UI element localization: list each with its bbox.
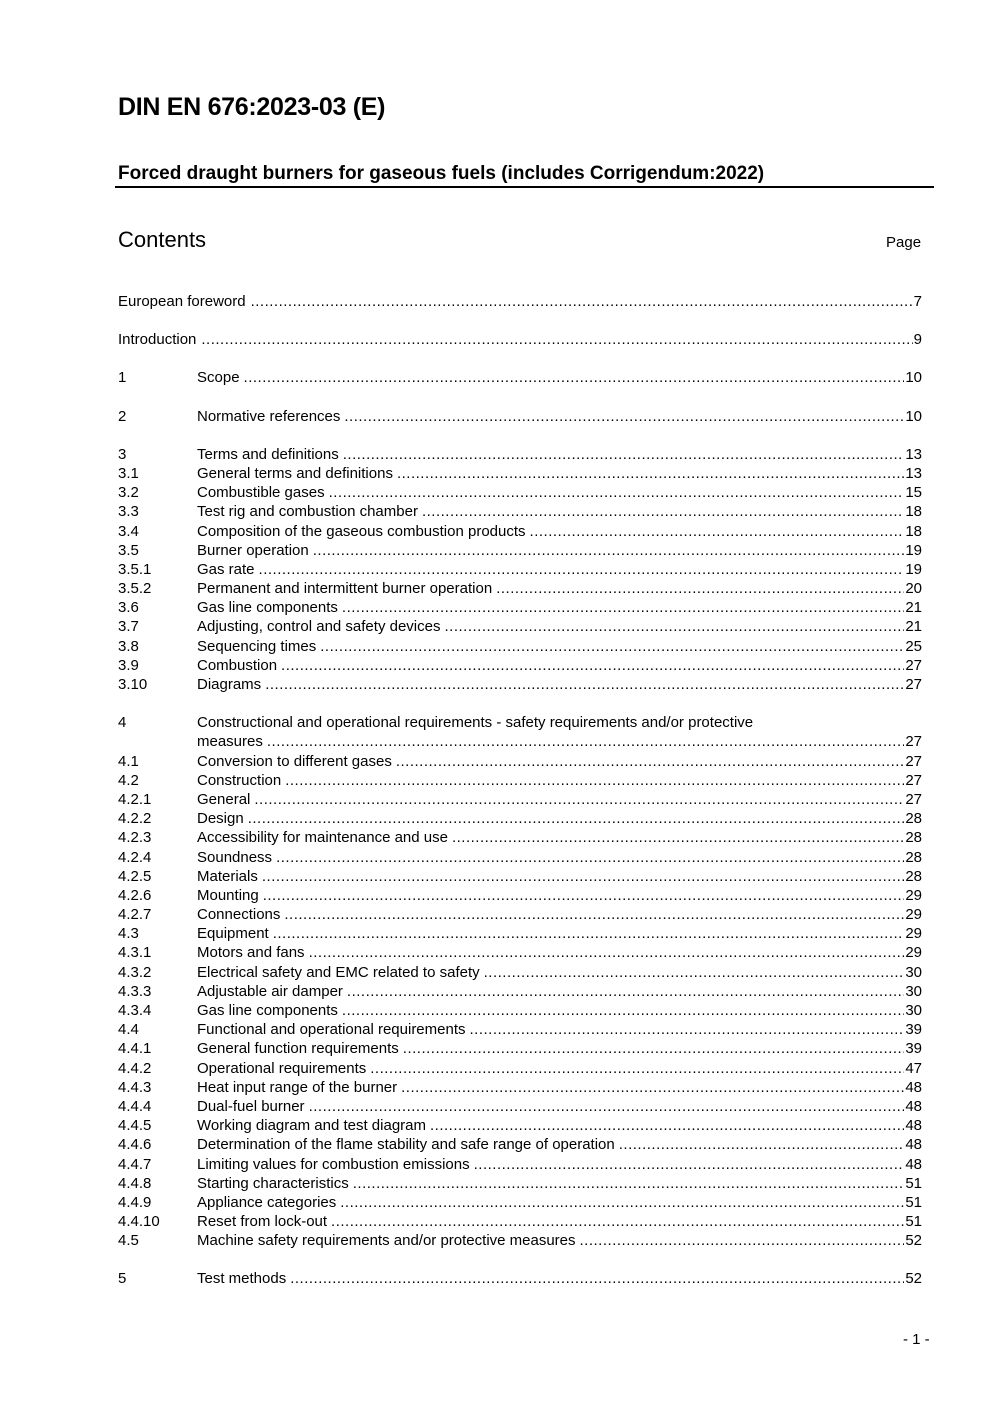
toc-leader [259, 560, 905, 579]
toc-entry-title: Adjusting, control and safety devices [197, 618, 441, 636]
toc-entry-title-continuation: measures [197, 733, 263, 751]
toc-entry-number: 4.4.7 [118, 1155, 152, 1173]
toc-entry[interactable] [118, 560, 922, 579]
toc-entry-number: 4.2.6 [118, 886, 152, 904]
toc-entry[interactable] [118, 982, 922, 1001]
toc-entry-title: Conversion to different gases [197, 752, 392, 770]
toc-entry[interactable] [118, 330, 922, 349]
toc-entry-number: 3.10 [118, 676, 148, 693]
toc-entry-page: 13 [905, 464, 922, 482]
toc-entry-number: 4.2.4 [118, 848, 152, 866]
toc-entry-page: 30 [905, 982, 922, 1000]
toc-entry-number: 3.5.1 [118, 560, 152, 578]
toc-leader [285, 771, 904, 790]
toc-entry[interactable] [118, 1020, 922, 1039]
toc-entry-number: 3.4 [118, 522, 139, 540]
toc-leader [273, 924, 905, 943]
toc-leader [284, 905, 904, 924]
toc-leader [343, 445, 905, 464]
toc-entry[interactable] [118, 790, 922, 809]
toc-entry-number: 3.6 [118, 599, 139, 617]
toc-leader [430, 1116, 904, 1135]
toc-entry-page: 21 [905, 618, 922, 636]
toc-entry[interactable] [118, 943, 922, 962]
toc-entry[interactable] [118, 656, 922, 675]
toc-entry-title: Design [197, 810, 244, 828]
toc-entry-number: 3.5.2 [118, 580, 152, 598]
toc-entry-title: Determination of the flame stability and safe range of operation [197, 1136, 615, 1154]
toc-leader [370, 1059, 904, 1078]
toc-entry-page: 25 [905, 637, 922, 655]
toc-entry-page: 39 [905, 1021, 922, 1039]
toc-entry[interactable] [118, 483, 922, 502]
toc-entry[interactable] [118, 828, 922, 847]
toc-entry-title: Motors and fans [197, 944, 305, 962]
toc-entry-title: Appliance categories [197, 1193, 337, 1211]
toc-entry-page: 48 [905, 1136, 922, 1154]
toc-entry-title: General terms and definitions [197, 464, 393, 482]
toc-entry-number: 4.3.4 [118, 1002, 152, 1019]
toc-entry[interactable] [118, 675, 922, 694]
toc-leader [422, 502, 904, 521]
toc-entry-title: Combustible gases [197, 484, 325, 502]
toc-entry-title: Electrical safety and EMC related to safety [197, 963, 480, 981]
toc-entry-number: 4.4.3 [118, 1078, 152, 1096]
toc-entry-page: 20 [905, 580, 922, 598]
toc-entry-number: 4.2 [118, 771, 139, 789]
toc-entry-title: Working diagram and test diagram [197, 1117, 426, 1135]
toc-leader [331, 1212, 904, 1231]
toc-entry-number: 4.2.5 [118, 867, 152, 885]
toc-leader [530, 522, 905, 541]
toc-entry-title: Diagrams [197, 676, 262, 693]
toc-leader [254, 790, 904, 809]
toc-entry-title: Test rig and combustion chamber [197, 503, 418, 521]
toc-entry[interactable] [118, 464, 922, 483]
toc-entry[interactable] [118, 713, 922, 732]
toc-entry-title: Materials [197, 867, 258, 885]
toc-leader [353, 1174, 905, 1193]
toc-leader [263, 886, 905, 905]
toc-entry[interactable] [118, 579, 922, 598]
toc-entry-page: 28 [905, 829, 922, 847]
toc-entry-page: 19 [905, 560, 922, 578]
toc-entry-title: Accessibility for maintenance and use [197, 829, 448, 847]
toc-entry-page: 27 [905, 676, 922, 693]
toc-leader [474, 1155, 905, 1174]
toc-entry-title: General [197, 790, 251, 808]
toc-entry-number: 3.5 [118, 541, 139, 559]
toc-entry[interactable] [118, 1155, 922, 1174]
toc-entry[interactable] [118, 617, 922, 636]
toc-entry-number: 4 [118, 714, 127, 732]
toc-entry-number: 4.4.1 [118, 1040, 152, 1058]
toc-entry[interactable] [118, 1116, 922, 1135]
toc-entry-number: 4.1 [118, 752, 139, 770]
toc-leader [496, 579, 904, 598]
toc-entry[interactable] [118, 752, 922, 771]
toc-leader [396, 752, 904, 771]
toc-entry[interactable] [118, 368, 922, 387]
toc-entry[interactable] [118, 445, 922, 464]
toc-entry-page: 28 [905, 810, 922, 828]
toc-entry-number: 4.3.2 [118, 963, 152, 981]
toc-entry-page: 52 [905, 1232, 922, 1250]
toc-entry-number: 4.2.7 [118, 906, 152, 924]
toc-entry-title: Connections [197, 906, 281, 924]
toc-leader [265, 675, 904, 694]
toc-entry[interactable] [118, 1059, 922, 1078]
toc-entry-page: 15 [905, 484, 922, 502]
toc-entry-title: Construction [197, 771, 282, 789]
toc-entry[interactable] [118, 1135, 922, 1154]
toc-entry-number: 4.2.1 [118, 790, 152, 808]
toc-entry-page: 29 [905, 944, 922, 962]
toc-entry-title: Soundness [197, 848, 273, 866]
toc-entry-page: 48 [905, 1078, 922, 1096]
toc-entry-page: 28 [905, 867, 922, 885]
toc-entry-page: 39 [905, 1040, 922, 1058]
toc-entry-number: 3.8 [118, 637, 139, 655]
toc-entry-number: 4.4.8 [118, 1174, 152, 1192]
toc-entry-number: 3 [118, 445, 127, 463]
toc-entry[interactable] [118, 924, 922, 943]
toc-entry[interactable] [118, 1231, 922, 1250]
page-column-heading: Page [886, 234, 922, 251]
toc-entry[interactable] [118, 963, 922, 982]
page-number-footer: - 1 - [903, 1331, 930, 1348]
toc-entry-page: 51 [905, 1193, 922, 1211]
toc-entry[interactable] [118, 1097, 922, 1116]
toc-entry-page: 52 [905, 1270, 922, 1288]
toc-entry[interactable] [118, 292, 922, 311]
toc-entry-title: Heat input range of the burner [197, 1078, 398, 1096]
toc-leader [401, 1078, 904, 1097]
toc-entry-title: Burner operation [197, 541, 309, 559]
toc-entry-page: 10 [905, 407, 922, 425]
toc-entry-number: 4.3.3 [118, 982, 152, 1000]
toc-entry-title: Mounting [197, 886, 259, 904]
toc-entry-number: 3.7 [118, 618, 139, 636]
toc-entry-number: 3.2 [118, 484, 139, 502]
toc-entry-title: Equipment [197, 925, 269, 943]
toc-entry-number: 4.3 [118, 925, 139, 943]
toc-entry-title: Machine safety requirements and/or protective measures [197, 1232, 576, 1250]
toc-entry-number: 4.2.3 [118, 829, 152, 847]
toc-leader [320, 637, 904, 656]
toc-leader [342, 598, 904, 617]
toc-entry-number: 4.3.1 [118, 944, 152, 962]
toc-leader [347, 982, 904, 1001]
toc-leader [248, 809, 905, 828]
toc-entry-title: Reset from lock-out [197, 1213, 328, 1231]
toc-entry-title: Adjustable air damper [197, 982, 343, 1000]
toc-entry-number: 3.1 [118, 464, 139, 482]
toc-entry-page: 48 [905, 1155, 922, 1173]
toc-entry-number: 4.4.4 [118, 1097, 152, 1115]
toc-entry-number: 2 [118, 407, 127, 425]
toc-entry-number: 4.4.5 [118, 1117, 152, 1135]
toc-entry-number: 4.4.2 [118, 1059, 152, 1077]
toc-entry-page: 27 [905, 752, 922, 770]
toc-entry-title: Composition of the gaseous combustion products [197, 522, 526, 540]
toc-entry[interactable] [118, 1174, 922, 1193]
toc-entry-title: Gas line components [197, 1002, 338, 1019]
toc-leader [251, 292, 913, 311]
toc-leader [201, 330, 912, 349]
toc-entry-page: 47 [905, 1059, 922, 1077]
toc-entry-title: Introduction [118, 331, 197, 349]
toc-entry[interactable] [118, 522, 922, 541]
toc-entry[interactable] [118, 1193, 922, 1212]
toc-entry-page: 29 [905, 925, 922, 943]
toc-entry-page: 13 [905, 445, 922, 463]
toc-entry-page: 48 [905, 1117, 922, 1135]
toc-entry-page: 10 [905, 369, 922, 387]
toc-entry[interactable] [118, 407, 922, 426]
toc-entry-number: 4.4.10 [118, 1213, 160, 1231]
toc-leader [344, 407, 904, 426]
toc-leader [340, 1193, 904, 1212]
toc-entry-number: 3.9 [118, 656, 139, 674]
toc-entry-title: European foreword [118, 293, 246, 310]
toc-leader [342, 1001, 904, 1020]
toc-leader [444, 617, 904, 636]
toc-entry-page: 18 [905, 503, 922, 521]
toc-entry-page: 48 [905, 1097, 922, 1115]
toc-entry-page: 30 [905, 963, 922, 981]
toc-entry-title: General function requirements [197, 1040, 399, 1058]
toc-leader [290, 1269, 904, 1288]
toc-entry-title: Constructional and operational requirements - safety requirements and/or protective [197, 714, 754, 732]
toc-entry-title: Starting characteristics [197, 1174, 349, 1192]
toc-entry-title: Dual-fuel burner [197, 1097, 305, 1115]
toc-leader [276, 848, 904, 867]
toc-leader [262, 867, 904, 886]
toc-entry[interactable] [118, 771, 922, 790]
toc-entry-title: Functional and operational requirements [197, 1021, 466, 1039]
toc-entry-page: 9 [913, 331, 922, 349]
toc-entry-title: Combustion [197, 656, 278, 674]
toc-entry-page: 29 [905, 886, 922, 904]
toc-leader [580, 1231, 905, 1250]
toc-entry-number: 4.2.2 [118, 810, 152, 828]
toc-entry-title: Scope [197, 369, 240, 387]
toc-entry[interactable] [118, 637, 922, 656]
toc-entry[interactable] [118, 1269, 922, 1288]
toc-entry[interactable] [118, 905, 922, 924]
toc-entry-page: 21 [905, 599, 922, 617]
toc-leader [309, 1097, 905, 1116]
toc-leader [244, 368, 905, 387]
toc-entry-title: Limiting values for combustion emissions [197, 1155, 470, 1173]
toc-entry-page: 51 [905, 1213, 922, 1231]
toc-entry-page: 19 [905, 541, 922, 559]
toc-leader [403, 1039, 905, 1058]
toc-leader [281, 656, 904, 675]
toc-entry-page: 29 [905, 906, 922, 924]
toc-entry-title: Normative references [197, 407, 341, 425]
toc-entry-page: 27 [905, 790, 922, 808]
toc-entry[interactable] [118, 598, 922, 617]
toc-entry[interactable] [118, 1078, 922, 1097]
toc-entry-title: Sequencing times [197, 637, 317, 655]
toc-entry[interactable] [118, 809, 922, 828]
toc-entry-page: 7 [913, 293, 922, 310]
toc-entry-title: Gas rate [197, 560, 255, 578]
toc-entry[interactable] [118, 1212, 922, 1231]
toc-entry-title: Terms and definitions [197, 445, 339, 463]
toc-entry[interactable] [118, 541, 922, 560]
toc-entry-number: 4.4.6 [118, 1136, 152, 1154]
toc-leader [484, 963, 905, 982]
toc-entry[interactable] [118, 1001, 922, 1020]
toc-entry-page: 27 [905, 733, 922, 751]
toc-entry[interactable] [118, 502, 922, 521]
toc-entry-title: Gas line components [197, 599, 338, 617]
title-divider [115, 186, 934, 188]
toc-entry-title: Operational requirements [197, 1059, 367, 1077]
document-title: DIN EN 676:2023-03 (E) [118, 93, 386, 121]
toc-entry-number: 3.3 [118, 503, 139, 521]
document-subtitle: Forced draught burners for gaseous fuels (includes Corrigendum:2022) [118, 163, 765, 184]
toc-leader [267, 732, 904, 751]
toc-leader [619, 1135, 905, 1154]
toc-entry-number: 4.4 [118, 1021, 139, 1039]
toc-entry-number: 5 [118, 1270, 127, 1288]
toc-entry-page: 30 [905, 1002, 922, 1019]
toc-entry-page: 27 [905, 771, 922, 789]
toc-entry-page: 28 [905, 848, 922, 866]
toc-entry-number: 1 [118, 369, 127, 387]
toc-entry-title: Permanent and intermittent burner operation [197, 580, 493, 598]
table-of-contents [118, 292, 922, 1289]
toc-entry-page: 51 [905, 1174, 922, 1192]
toc-entry[interactable] [118, 1039, 922, 1058]
toc-leader [397, 464, 904, 483]
toc-entry[interactable] [118, 886, 922, 905]
toc-leader [329, 483, 905, 502]
toc-leader [309, 943, 905, 962]
toc-leader [470, 1020, 905, 1039]
toc-leader [452, 828, 904, 847]
toc-entry-page: 18 [905, 522, 922, 540]
toc-leader [313, 541, 905, 560]
toc-entry-title: Test methods [197, 1270, 287, 1288]
toc-entry-number: 4.4.9 [118, 1193, 152, 1211]
contents-heading: Contents [118, 227, 207, 252]
toc-entry-number: 4.5 [118, 1232, 139, 1250]
toc-entry-page: 27 [905, 656, 922, 674]
toc-entry[interactable] [118, 848, 922, 867]
toc-entry-continuation[interactable] [118, 732, 922, 751]
toc-entry[interactable] [118, 867, 922, 886]
